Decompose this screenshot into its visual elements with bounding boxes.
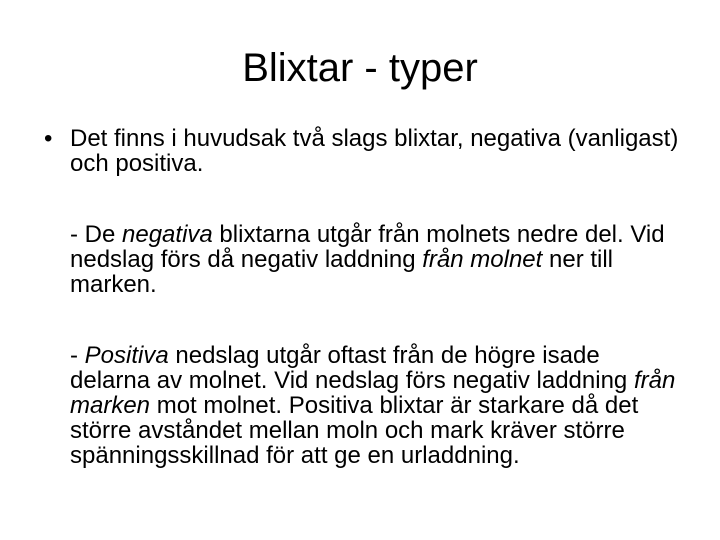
- paragraph-text: mot molnet. Positiva blixtar är starkare då det större avståndet mellan moln och mark kräver större spänningsskillnad för att ge en urladdning.: [70, 392, 639, 469]
- slide-title: Blixtar - typer: [242, 46, 478, 90]
- paragraph-positive-lightning: [70, 343, 684, 468]
- paragraph-text: - De: [70, 221, 123, 248]
- bullet-text: Det finns i huvudsak två slags blixtar, negativa (vanligast) och positiva.: [70, 125, 679, 177]
- emphasis-text: från marken: [70, 367, 676, 419]
- emphasis-text: från molnet: [422, 246, 543, 273]
- paragraph-text: ner till marken.: [70, 246, 614, 298]
- paragraph-text: -: [70, 342, 85, 369]
- paragraph-text: nedslag utgår oftast från de högre isade delarna av molnet. Vid nedslag förs negativ laddning: [70, 342, 634, 394]
- slide-content: [44, 126, 684, 468]
- emphasis-text: Positiva: [84, 342, 169, 369]
- bullet-marker: •: [44, 125, 53, 152]
- emphasis-text: negativa: [122, 221, 213, 248]
- bullet-item: [44, 126, 684, 176]
- paragraph-negative-lightning: [70, 222, 684, 297]
- paragraph-text: blixtarna utgår från molnets nedre del. Vid nedslag förs då negativ laddning: [70, 221, 665, 273]
